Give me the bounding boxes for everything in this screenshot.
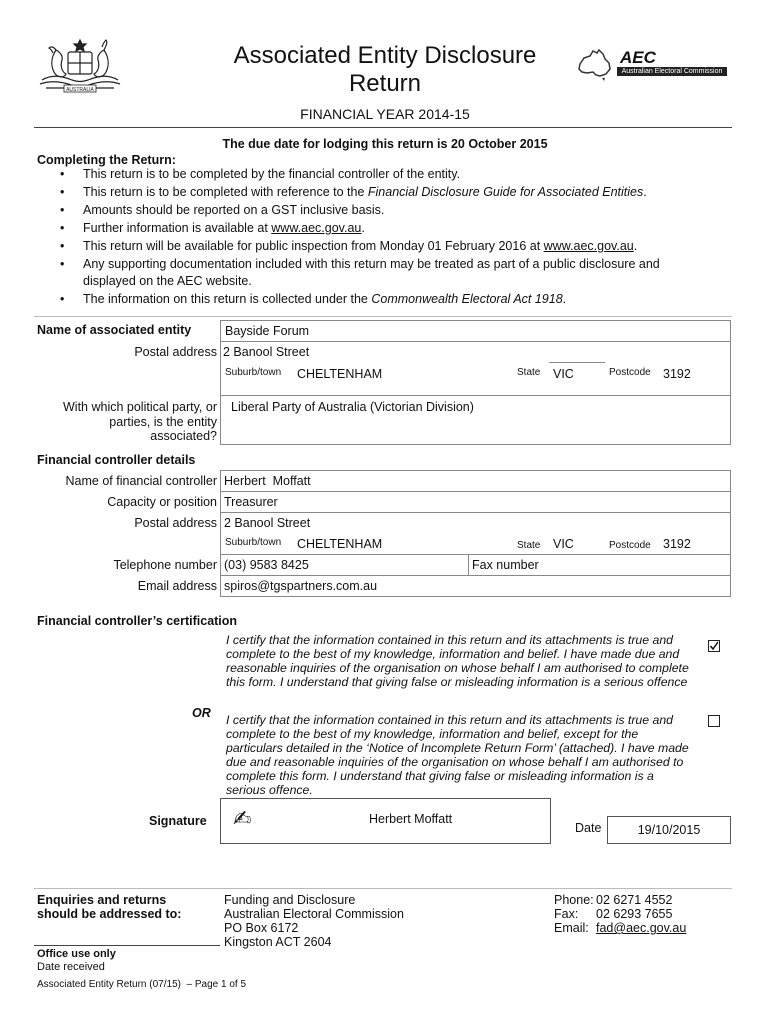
list-item: • Amounts should be reported on a GST inclusive basis. (60, 202, 700, 219)
fax-label: Fax number (472, 558, 539, 572)
completing-heading: Completing the Return: (37, 153, 176, 167)
controller-postal-label: Postal address (134, 516, 217, 530)
date-field[interactable] (607, 816, 731, 844)
enquiries-label-line: Enquiries and returns (37, 893, 167, 907)
controller-name-value: Herbert Moffatt (224, 474, 311, 488)
signature-box[interactable] (220, 798, 551, 844)
telephone-field[interactable] (220, 554, 469, 576)
entity-name-field[interactable] (220, 320, 731, 342)
date-label: Date (575, 821, 602, 835)
page-title (205, 42, 565, 98)
party-value: Liberal Party of Australia (Victorian Division) (231, 400, 474, 414)
section-divider (34, 316, 732, 317)
checkmark-icon (709, 641, 719, 651)
list-item: • Any supporting documentation included with this return may be treated as part of a public disclosure and displayed on the AEC website. (60, 256, 700, 290)
list-item: • Further information is available at www.aec.gov.au. (60, 220, 700, 237)
option-2-checkbox[interactable] (708, 715, 720, 727)
controller-postal-value: 2 Banool Street (224, 516, 311, 530)
email-link[interactable]: fad@aec.gov.au (596, 921, 687, 935)
enquiries-label (37, 893, 181, 921)
fax-contact-label: Fax: (554, 907, 579, 921)
title-line-1: Associated Entity Disclosure (233, 42, 537, 69)
entity-name-label: Name of associated entity (37, 323, 192, 337)
party-label-line: associated? (150, 429, 217, 443)
header-divider (34, 127, 732, 128)
entity-suburb-value[interactable]: CHELTENHAM (297, 367, 383, 381)
list-item: • The information on this return is collected under the Commonwealth Electoral Act 1918. (60, 291, 700, 308)
date-received-label: Date received (37, 961, 105, 973)
office-divider (34, 945, 220, 946)
date-value: 19/10/2015 (637, 823, 701, 837)
instructions-list (60, 166, 700, 309)
entity-postcode-label: Postcode (609, 367, 651, 378)
aec-postal-address (224, 893, 404, 949)
fax-field[interactable] (468, 554, 731, 576)
telephone-value: (03) 9583 8425 (224, 558, 309, 572)
capacity-value: Treasurer (224, 495, 278, 509)
controller-suburb-value[interactable]: CHELTENHAM (297, 537, 383, 551)
financial-year: FINANCIAL YEAR 2014-15 (300, 106, 470, 122)
entity-suburb-label: Suburb/town (225, 367, 282, 378)
svg-text:AUSTRALIA: AUSTRALIA (66, 87, 94, 93)
email-field[interactable] (220, 575, 731, 597)
entity-postal-value: 2 Banool Street (223, 345, 310, 359)
certification-option-2: I certify that the information contained in this return and its attachments is true and complete to the best of my knowledge, information and belief, except for the particulars detailed in the ‘Notice of Incomplete Return Form’ (attached). I have made due and reasonable inquiries of the organisation on whose behalf I am authorised to complete this form. I understand that giving false or misleading information is a serious offence. (226, 713, 689, 797)
aec-website-link[interactable]: www.aec.gov.au (271, 221, 362, 235)
phone-label: Phone: (554, 893, 594, 907)
party-field[interactable] (220, 395, 731, 445)
australia-map-icon (576, 48, 614, 82)
email-contact-label: Email: (554, 921, 589, 935)
title-line-2: Return (348, 70, 422, 97)
entity-state-value[interactable]: VIC (553, 367, 574, 381)
option-1-checkbox[interactable] (708, 640, 720, 652)
certification-option-1: I certify that the information contained in this return and its attachments is true and complete to the best of my knowledge, information and belief. I have made due and reasonable inquiries of the organisation on whose behalf I am authorised to complete this form. I understand that giving false or misleading information is a serious offence (226, 633, 689, 689)
capacity-field[interactable] (220, 491, 731, 513)
address-line: Australian Electoral Commission (224, 907, 404, 921)
coat-of-arms-icon (34, 36, 126, 96)
aec-logo-text: AEC (620, 48, 656, 67)
party-label-line: With which political party, or (63, 400, 217, 414)
email-label: Email address (137, 579, 217, 593)
due-date-notice: The due date for lodging this return is 20 October 2015 (222, 137, 548, 151)
fax-contact-value: 02 6293 7655 (596, 907, 673, 921)
aec-website-link[interactable]: www.aec.gov.au (543, 239, 634, 253)
address-line: PO Box 6172 (224, 921, 299, 935)
controller-name-label: Name of financial controller (65, 474, 217, 488)
list-item: • This return is to be completed by the financial controller of the entity. (60, 166, 700, 183)
controller-state-value[interactable]: VIC (553, 537, 574, 551)
certification-heading: Financial controller’s certification (37, 614, 238, 628)
telephone-label: Telephone number (113, 558, 217, 572)
or-label: OR (192, 706, 211, 720)
entity-state-label: State (517, 367, 541, 378)
aec-contact (554, 893, 686, 935)
controller-postcode-label: Postcode (609, 540, 651, 551)
page-footer: Associated Entity Return (07/15) – Page 1 of 5 (37, 979, 247, 990)
address-line: Funding and Disclosure (224, 893, 356, 907)
controller-postal-field[interactable] (220, 512, 731, 534)
entity-postal-label: Postal address (134, 345, 217, 359)
party-label (37, 400, 217, 444)
aec-logo-subtitle: Australian Electoral Commission (617, 67, 727, 76)
state-cell-top (549, 362, 605, 363)
enquiries-divider (34, 888, 732, 889)
capacity-label: Capacity or position (107, 495, 217, 509)
controller-name-field[interactable] (220, 470, 731, 492)
controller-suburb-label: Suburb/town (225, 537, 282, 548)
entity-name-value: Bayside Forum (225, 324, 310, 338)
controller-postcode-value[interactable]: 3192 (663, 537, 691, 551)
entity-postcode-value[interactable]: 3192 (663, 367, 691, 381)
signature-label: Signature (149, 814, 207, 828)
controller-state-label: State (517, 540, 541, 551)
phone-value: 02 6271 4552 (596, 893, 673, 907)
controller-heading: Financial controller details (37, 453, 196, 467)
signature-name: Herbert Moffatt (369, 812, 453, 826)
entity-postal-field[interactable] (220, 341, 731, 363)
email-value: spiros@tgspartners.com.au (224, 579, 378, 593)
list-item: • This return will be available for public inspection from Monday 01 February 2016 at www.aec.gov.au. (60, 238, 700, 255)
signature-pen-icon: ✍ (233, 807, 252, 832)
enquiries-label-line: should be addressed to: (37, 907, 182, 921)
party-label-line: parties, is the entity (109, 414, 217, 429)
address-line: Kingston ACT 2604 (224, 935, 332, 949)
office-use-heading: Office use only (37, 948, 116, 960)
list-item: • This return is to be completed with reference to the Financial Disclosure Guide for Associated Entities. (60, 184, 700, 201)
